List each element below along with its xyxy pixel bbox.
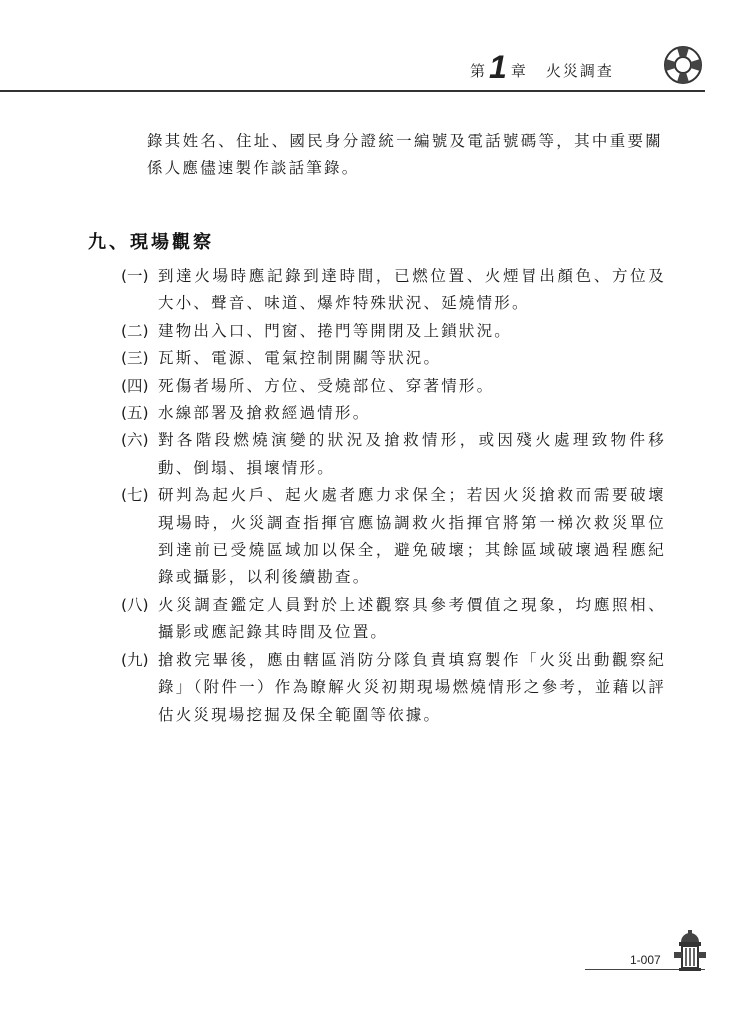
list-item: [121, 647, 666, 729]
chapter-number: 1: [489, 48, 507, 85]
item-number: (六): [121, 431, 149, 450]
list-item: [121, 592, 666, 647]
item-text: 瓦斯、電源、電氣控制開關等狀況。: [158, 349, 442, 368]
item-text: 火災調查鑑定人員對於上述觀察具參考價值之現象，均應照相、攝影或應記錄其時間及位置。: [158, 595, 666, 642]
item-number: (二): [121, 321, 149, 340]
section-title: 九、現場觀察: [88, 232, 214, 253]
list-item: [121, 345, 666, 372]
observation-list: [121, 263, 666, 729]
chapter-prefix: 第: [470, 61, 486, 80]
item-text: 對各階段燃燒演變的狀況及搶救情形，或因殘火處理致物件移動、倒塌、損壞情形。: [158, 431, 666, 477]
item-text: 到達火場時應記錄到達時間，已燃位置、火煙冒出顏色、方位及大小、聲音、味道、爆炸特殊狀況、延燒情形。: [158, 267, 666, 313]
item-number: (九): [121, 650, 149, 669]
list-item: [121, 482, 666, 592]
list-item: [121, 427, 666, 482]
item-number: (一): [121, 267, 149, 285]
list-item: [121, 263, 666, 318]
item-number: (四): [121, 376, 149, 395]
item-text: 水線部署及搶救經過情形。: [158, 404, 371, 423]
item-text: 死傷者場所、方位、受燒部位、穿著情形。: [158, 376, 495, 395]
chapter-header: [470, 48, 614, 88]
item-text: 研判為起火戶、起火處者應力求保全；若因火災搶救而需要破壞現場時，火災調查指揮官應協調救火指揮官將第一梯次救災單位到達前已受燒區域加以保全，避免破壞；其餘區域破壞過程應紀錄或攝影，以利後續勘查。: [158, 486, 666, 587]
lifebuoy-icon: [662, 44, 704, 86]
item-number: (七): [121, 486, 149, 505]
item-text: 搶救完畢後，應由轄區消防分隊負責填寫製作「火災出動觀察紀錄」（附件一）作為瞭解火災初期現場燃燒情形之參考，並藉以評估火災現場挖掘及保全範圍等依據。: [158, 650, 666, 724]
item-number: (五): [121, 404, 149, 423]
list-item: [121, 373, 666, 400]
list-item: [121, 318, 666, 345]
list-item: [121, 400, 666, 427]
continued-paragraph: 錄其姓名、住址、國民身分證統一編號及電話號碼等，其中重要關係人應儘速製作談話筆錄。: [147, 132, 663, 177]
page-number: 1-007: [630, 953, 661, 967]
fire-hydrant-icon: [672, 926, 708, 972]
item-number: (八): [121, 595, 149, 614]
chapter-title: 火災調查: [545, 61, 614, 80]
header-divider: [0, 90, 705, 92]
item-number: (三): [121, 349, 149, 368]
item-text: 建物出入口、門窗、捲門等開閉及上鎖狀況。: [158, 321, 513, 340]
chapter-suffix: 章: [510, 61, 526, 80]
